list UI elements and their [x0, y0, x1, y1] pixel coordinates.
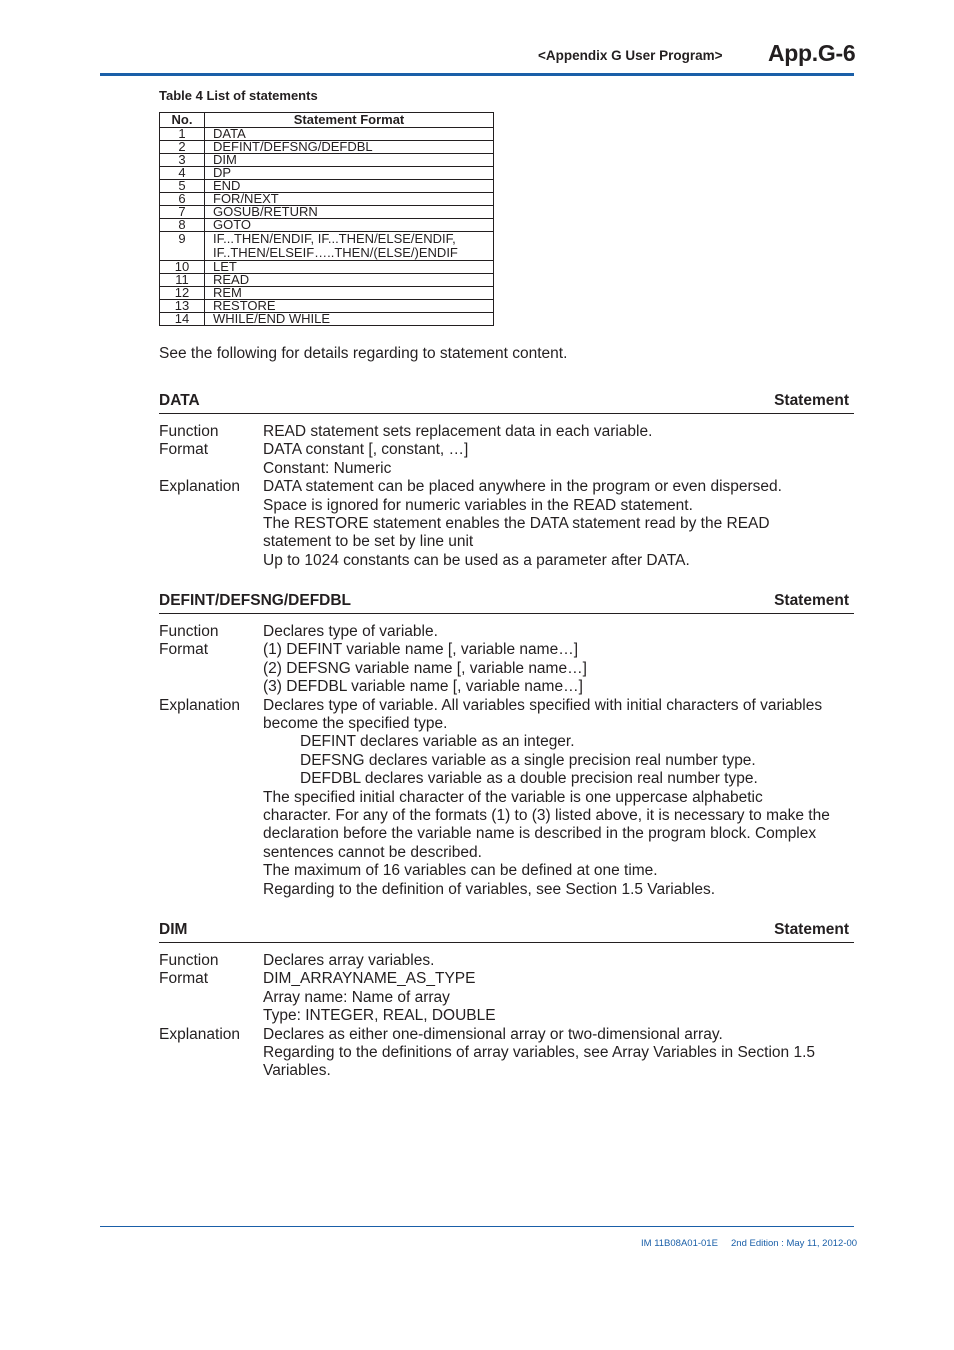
format-label: Format	[159, 970, 209, 988]
row-format: END	[205, 180, 494, 193]
row-no: 13	[160, 300, 205, 313]
format-row	[159, 970, 854, 1025]
row-format: LET	[205, 261, 494, 274]
row-format: WHILE/END WHILE	[205, 313, 494, 326]
table-row	[160, 219, 494, 232]
format-label: Format	[159, 641, 209, 659]
row-format: GOTO	[205, 219, 494, 232]
row-format: FOR/NEXT	[205, 193, 494, 206]
row-no: 9	[160, 232, 205, 261]
explanation-label: Explanation	[159, 696, 241, 714]
explanation-label: Explanation	[159, 478, 241, 496]
column-header-format: Statement Format	[205, 113, 494, 128]
section-dim	[159, 921, 854, 1081]
explanation-line: become the specified type.	[263, 715, 448, 733]
row-format: DP	[205, 167, 494, 180]
table-row	[160, 261, 494, 274]
format-line: Type: INTEGER, REAL, DOUBLE	[263, 1007, 496, 1025]
explanation-line: The maximum of 16 variables can be defined at one time.	[263, 862, 658, 880]
function-text: Declares array variables.	[263, 952, 435, 969]
explanation-line: Space is ignored for numeric variables in the READ statement.	[263, 496, 693, 514]
explanation-line: Regarding to the definitions of array variables, see Array Variables in Section 1.5	[263, 1044, 815, 1062]
table-row	[160, 274, 494, 287]
row-format: DEFINT/DEFSNG/DEFDBL	[205, 141, 494, 154]
explanation-row	[159, 1026, 854, 1081]
function-text: READ statement sets replacement data in each variable.	[263, 423, 653, 440]
explanation-label: Explanation	[159, 1025, 241, 1043]
footer-document-number: IM 11B08A01-01E	[641, 1238, 718, 1249]
footer-edition: 2nd Edition : May 11, 2012-00	[731, 1238, 858, 1249]
function-row	[159, 952, 854, 970]
table-caption: Table 4 List of statements	[159, 88, 318, 103]
table-row	[160, 167, 494, 180]
table-row	[160, 154, 494, 167]
explanation-line: Declares as either one-dimensional array or two-dimensional array.	[263, 1025, 723, 1043]
row-format-line: IF..THEN/ELSEIF…..THEN/(ELSE/)ENDIF	[213, 245, 458, 260]
explanation-row	[159, 478, 854, 570]
section-heading	[159, 921, 854, 943]
row-format: RESTORE	[205, 300, 494, 313]
explanation-line: character. For any of the formats (1) to (3) listed above, it is necessary to make the	[263, 807, 830, 825]
row-no: 5	[160, 180, 205, 193]
section-defint	[159, 592, 854, 899]
section-data	[159, 392, 854, 570]
section-name: DEFINT/DEFSNG/DEFDBL	[159, 592, 352, 609]
format-line: DIM_ARRAYNAME_AS_TYPE	[263, 970, 476, 988]
footer-rule	[100, 1226, 854, 1227]
row-no: 11	[160, 274, 205, 287]
format-line: (1) DEFINT variable name [, variable name…]	[263, 641, 578, 659]
row-no: 4	[160, 167, 205, 180]
format-line: (3) DEFDBL variable name [, variable name…]	[263, 678, 583, 696]
section-name: DATA	[159, 392, 200, 409]
explanation-line: Up to 1024 constants can be used as a parameter after DATA.	[263, 551, 690, 569]
function-label: Function	[159, 423, 219, 440]
table-row	[160, 287, 494, 300]
format-line: Array name: Name of array	[263, 988, 450, 1006]
function-row	[159, 623, 854, 641]
row-no: 12	[160, 287, 205, 300]
explanation-line: Regarding to the definition of variables, see Section 1.5 Variables.	[263, 880, 716, 898]
explanation-line: DEFINT declares variable as an integer.	[300, 733, 575, 751]
format-line: Constant: Numeric	[263, 459, 392, 477]
explanation-line: The RESTORE statement enables the DATA statement read by the READ	[263, 515, 770, 533]
row-no: 7	[160, 206, 205, 219]
explanation-line: DEFSNG declares variable as a single precision real number type.	[300, 751, 756, 769]
function-text: Declares type of variable.	[263, 623, 438, 640]
section-name: DIM	[159, 921, 188, 938]
row-no: 2	[160, 141, 205, 154]
format-row	[159, 641, 854, 696]
explanation-line: Variables.	[263, 1062, 331, 1080]
format-row	[159, 441, 854, 478]
intro-paragraph: See the following for details regarding to statement content.	[159, 345, 568, 362]
table-row	[160, 206, 494, 219]
explanation-line: The specified initial character of the variable is one uppercase alphabetic	[263, 788, 763, 806]
row-format: DIM	[205, 154, 494, 167]
table-row	[160, 313, 494, 326]
table-header-row	[160, 113, 494, 128]
row-format: READ	[205, 274, 494, 287]
section-kind: Statement	[774, 592, 849, 609]
section-heading	[159, 592, 854, 614]
row-format: GOSUB/RETURN	[205, 206, 494, 219]
format-line: DATA constant [, constant, …]	[263, 441, 469, 459]
row-no: 10	[160, 261, 205, 274]
function-label: Function	[159, 623, 219, 640]
row-format-line: IF...THEN/ENDIF, IF...THEN/ELSE/ENDIF,	[213, 231, 456, 246]
explanation-line: Declares type of variable. All variables specified with initial characters of variables	[263, 696, 823, 714]
header-rule	[100, 73, 854, 76]
statements-table	[159, 112, 494, 326]
row-format	[205, 232, 494, 261]
table-row	[160, 141, 494, 154]
row-no: 8	[160, 219, 205, 232]
row-format: REM	[205, 287, 494, 300]
section-kind: Statement	[774, 392, 849, 409]
section-kind: Statement	[774, 921, 849, 938]
row-no: 6	[160, 193, 205, 206]
explanation-line: DEFDBL declares variable as a double precision real number type.	[300, 770, 758, 788]
format-line: (2) DEFSNG variable name [, variable name…]	[263, 659, 587, 677]
function-label: Function	[159, 952, 219, 969]
row-no: 1	[160, 128, 205, 141]
row-no: 3	[160, 154, 205, 167]
explanation-line: sentences cannot be described.	[263, 843, 482, 861]
table-row	[160, 180, 494, 193]
explanation-line: DATA statement can be placed anywhere in the program or even dispersed.	[263, 478, 782, 496]
row-no: 14	[160, 313, 205, 326]
column-header-no: No.	[160, 113, 205, 128]
explanation-line: statement to be set by line unit	[263, 533, 474, 551]
header-page-number: App.G-6	[768, 40, 856, 66]
explanation-line: declaration before the variable name is described in the program block. Complex	[263, 825, 817, 843]
table-row	[160, 232, 494, 261]
function-row	[159, 423, 854, 441]
format-label: Format	[159, 441, 209, 459]
explanation-row	[159, 697, 854, 899]
table-row	[160, 193, 494, 206]
section-heading	[159, 392, 854, 414]
row-format: DATA	[205, 128, 494, 141]
header-section-title: <Appendix G User Program>	[538, 48, 723, 63]
